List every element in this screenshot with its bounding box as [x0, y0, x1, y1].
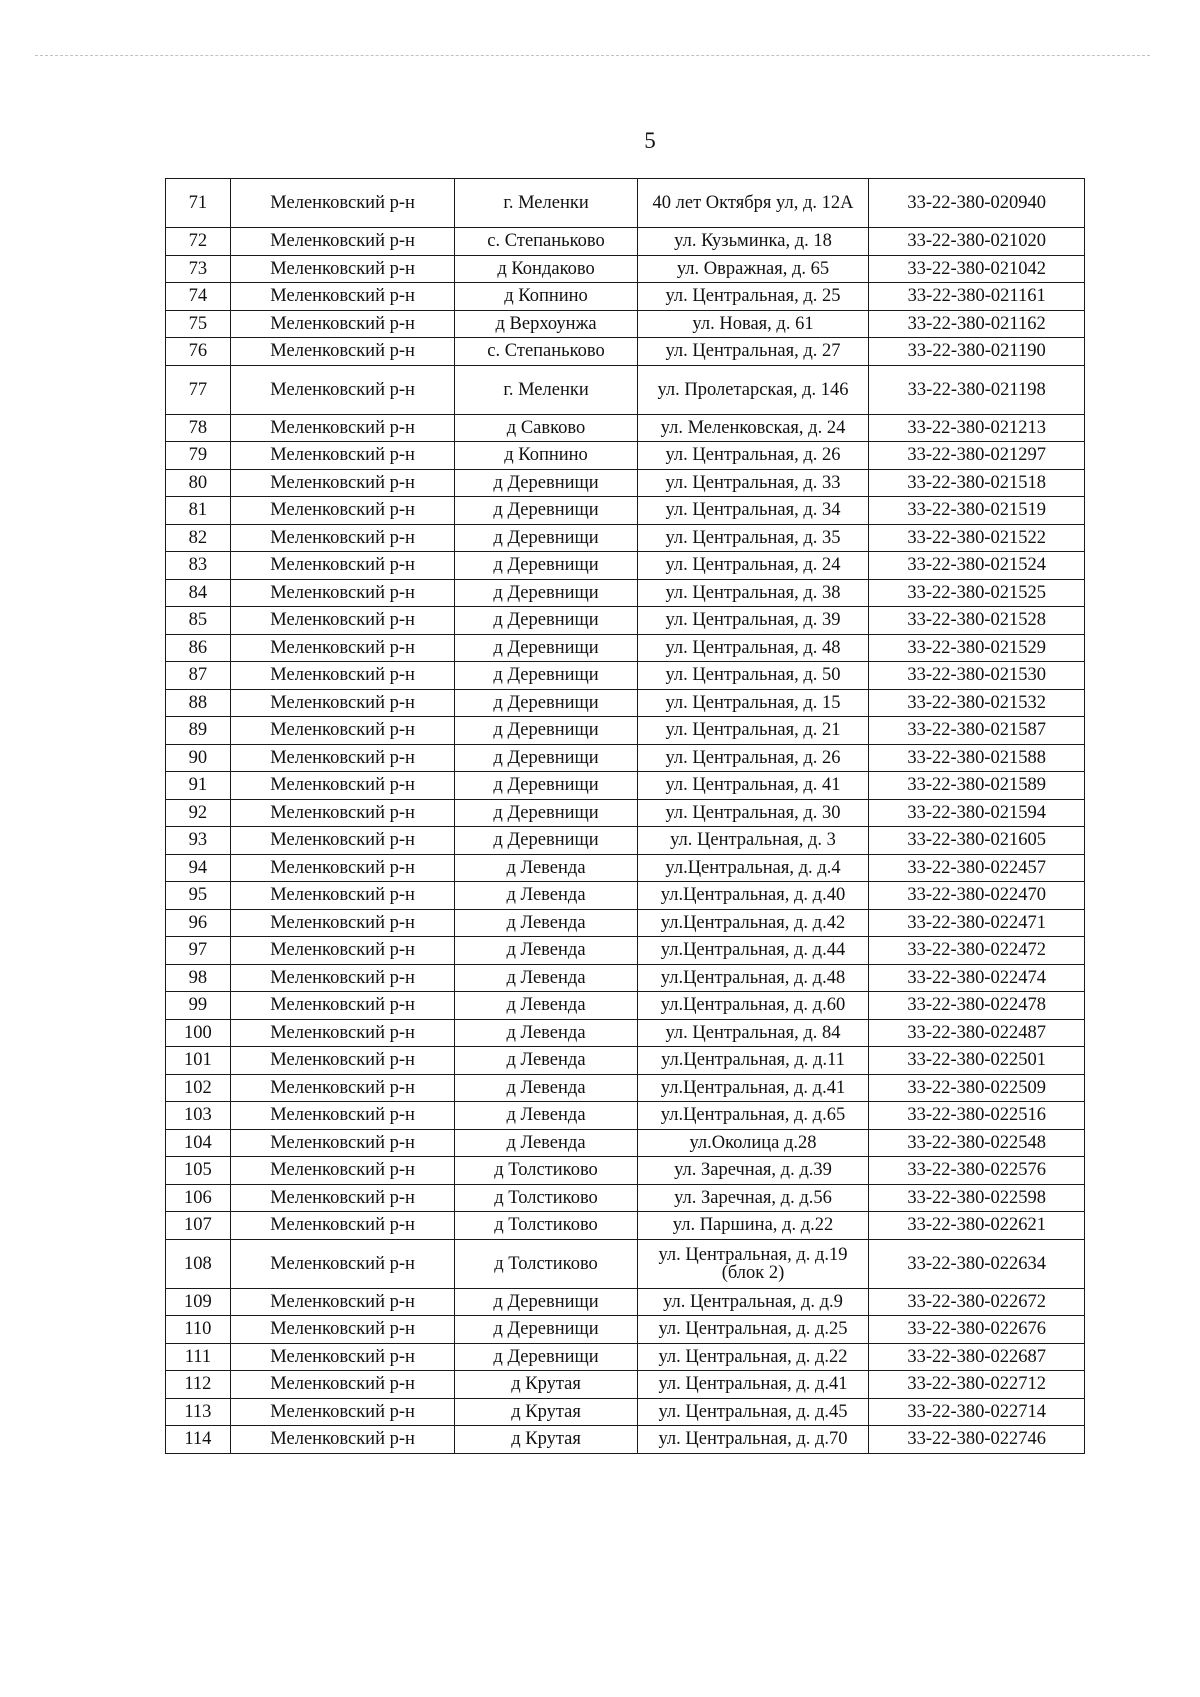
address-cell: ул.Центральная, д. д.42: [637, 909, 869, 937]
locality-cell: д Деревнищи: [455, 827, 637, 855]
row-number-cell: 83: [166, 552, 231, 580]
row-number-cell: 91: [166, 772, 231, 800]
district-cell: Меленковский р-н: [230, 1288, 455, 1316]
table-row: [166, 772, 1085, 800]
table-row: [166, 1074, 1085, 1102]
table-row: [166, 1288, 1085, 1316]
locality-cell: д Деревнищи: [455, 579, 637, 607]
district-cell: Меленковский р-н: [230, 1343, 455, 1371]
address-cell: ул. Центральная, д. 38: [637, 579, 869, 607]
row-number-cell: 80: [166, 469, 231, 497]
table-row: [166, 909, 1085, 937]
row-number-cell: 107: [166, 1212, 231, 1240]
cadastral-number-cell: 33-22-380-022576: [869, 1157, 1085, 1185]
address-cell: ул. Центральная, д. д.19 (блок 2): [637, 1239, 869, 1288]
cadastral-number-cell: 33-22-380-021525: [869, 579, 1085, 607]
table-row: [166, 964, 1085, 992]
locality-cell: с. Степаньково: [455, 228, 637, 256]
cadastral-number-cell: 33-22-380-020940: [869, 179, 1085, 228]
row-number-cell: 104: [166, 1129, 231, 1157]
row-number-cell: 84: [166, 579, 231, 607]
locality-cell: д Деревнищи: [455, 524, 637, 552]
locality-cell: д Левенда: [455, 1047, 637, 1075]
row-number-cell: 94: [166, 854, 231, 882]
table-row: [166, 717, 1085, 745]
address-cell: ул.Центральная, д. д.4: [637, 854, 869, 882]
address-cell: ул. Центральная, д. 21: [637, 717, 869, 745]
table-row: [166, 1398, 1085, 1426]
registry-table: [165, 178, 1085, 1454]
district-cell: Меленковский р-н: [230, 1129, 455, 1157]
row-number-cell: 71: [166, 179, 231, 228]
district-cell: Меленковский р-н: [230, 909, 455, 937]
district-cell: Меленковский р-н: [230, 634, 455, 662]
registry-body: [166, 179, 1085, 1454]
district-cell: Меленковский р-н: [230, 1184, 455, 1212]
table-row: [166, 414, 1085, 442]
locality-cell: д Деревнищи: [455, 1316, 637, 1344]
page-number: 5: [644, 128, 656, 153]
cadastral-number-cell: 33-22-380-021042: [869, 255, 1085, 283]
row-number-cell: 74: [166, 283, 231, 311]
row-number-cell: 73: [166, 255, 231, 283]
table-row: [166, 937, 1085, 965]
cadastral-number-cell: 33-22-380-022457: [869, 854, 1085, 882]
locality-cell: д Крутая: [455, 1371, 637, 1399]
table-row: [166, 1019, 1085, 1047]
table-row: [166, 338, 1085, 366]
cadastral-number-cell: 33-22-380-022548: [869, 1129, 1085, 1157]
address-cell: ул. Центральная, д. 25: [637, 283, 869, 311]
locality-cell: г. Меленки: [455, 365, 637, 414]
row-number-cell: 89: [166, 717, 231, 745]
locality-cell: д Деревнищи: [455, 689, 637, 717]
cadastral-number-cell: 33-22-380-022714: [869, 1398, 1085, 1426]
address-cell: ул. Центральная, д. д.70: [637, 1426, 869, 1454]
table-row: [166, 579, 1085, 607]
address-cell: ул. Центральная, д. 26: [637, 442, 869, 470]
row-number-cell: 109: [166, 1288, 231, 1316]
district-cell: Меленковский р-н: [230, 255, 455, 283]
table-row: [166, 662, 1085, 690]
cadastral-number-cell: 33-22-380-022478: [869, 992, 1085, 1020]
cadastral-number-cell: 33-22-380-021198: [869, 365, 1085, 414]
locality-cell: д Кондаково: [455, 255, 637, 283]
table-row: [166, 283, 1085, 311]
cadastral-number-cell: 33-22-380-021297: [869, 442, 1085, 470]
row-number-cell: 79: [166, 442, 231, 470]
cadastral-number-cell: 33-22-380-022501: [869, 1047, 1085, 1075]
address-cell: ул. Центральная, д. 15: [637, 689, 869, 717]
row-number-cell: 101: [166, 1047, 231, 1075]
address-cell: ул. Центральная, д. д.25: [637, 1316, 869, 1344]
locality-cell: д Деревнищи: [455, 772, 637, 800]
table-row: [166, 255, 1085, 283]
cadastral-number-cell: 33-22-380-022712: [869, 1371, 1085, 1399]
district-cell: Меленковский р-н: [230, 827, 455, 855]
address-cell: ул. Меленковская, д. 24: [637, 414, 869, 442]
cadastral-number-cell: 33-22-380-021161: [869, 283, 1085, 311]
district-cell: Меленковский р-н: [230, 442, 455, 470]
locality-cell: д Левенда: [455, 1019, 637, 1047]
table-row: [166, 1129, 1085, 1157]
locality-cell: д Толстиково: [455, 1239, 637, 1288]
table-row: [166, 744, 1085, 772]
table-row: [166, 228, 1085, 256]
row-number-cell: 81: [166, 497, 231, 525]
locality-cell: д Крутая: [455, 1398, 637, 1426]
cadastral-number-cell: 33-22-380-021605: [869, 827, 1085, 855]
cadastral-number-cell: 33-22-380-022598: [869, 1184, 1085, 1212]
row-number-cell: 90: [166, 744, 231, 772]
cadastral-number-cell: 33-22-380-021524: [869, 552, 1085, 580]
address-cell: ул. Центральная, д. 39: [637, 607, 869, 635]
table-row: [166, 497, 1085, 525]
address-cell: ул. Центральная, д. 48: [637, 634, 869, 662]
address-cell: ул. Центральная, д. 33: [637, 469, 869, 497]
district-cell: Меленковский р-н: [230, 1398, 455, 1426]
district-cell: Меленковский р-н: [230, 579, 455, 607]
table-row: [166, 634, 1085, 662]
row-number-cell: 112: [166, 1371, 231, 1399]
address-cell: ул. Центральная, д. 34: [637, 497, 869, 525]
row-number-cell: 95: [166, 882, 231, 910]
cadastral-number-cell: 33-22-380-022472: [869, 937, 1085, 965]
locality-cell: д Левенда: [455, 964, 637, 992]
cadastral-number-cell: 33-22-380-021530: [869, 662, 1085, 690]
address-cell: ул. Центральная, д. 30: [637, 799, 869, 827]
table-row: [166, 552, 1085, 580]
cadastral-number-cell: 33-22-380-021162: [869, 310, 1085, 338]
district-cell: Меленковский р-н: [230, 992, 455, 1020]
district-cell: Меленковский р-н: [230, 662, 455, 690]
row-number-cell: 93: [166, 827, 231, 855]
cadastral-number-cell: 33-22-380-021587: [869, 717, 1085, 745]
locality-cell: д Левенда: [455, 1102, 637, 1130]
address-cell: ул. Центральная, д. 26: [637, 744, 869, 772]
locality-cell: д Левенда: [455, 854, 637, 882]
scan-artifact-line: [35, 55, 1150, 56]
locality-cell: д Деревнищи: [455, 1288, 637, 1316]
district-cell: Меленковский р-н: [230, 310, 455, 338]
district-cell: Меленковский р-н: [230, 1239, 455, 1288]
row-number-cell: 82: [166, 524, 231, 552]
cadastral-number-cell: 33-22-380-022509: [869, 1074, 1085, 1102]
locality-cell: д Деревнищи: [455, 662, 637, 690]
locality-cell: д Копнино: [455, 442, 637, 470]
row-number-cell: 98: [166, 964, 231, 992]
table-row: [166, 799, 1085, 827]
district-cell: Меленковский р-н: [230, 414, 455, 442]
locality-cell: д Толстиково: [455, 1184, 637, 1212]
table-row: [166, 854, 1085, 882]
table-row: [166, 1426, 1085, 1454]
cadastral-number-cell: 33-22-380-022487: [869, 1019, 1085, 1047]
district-cell: Меленковский р-н: [230, 717, 455, 745]
address-cell: ул.Центральная, д. д.44: [637, 937, 869, 965]
table-row: [166, 310, 1085, 338]
table-row: [166, 179, 1085, 228]
address-cell: ул. Новая, д. 61: [637, 310, 869, 338]
row-number-cell: 100: [166, 1019, 231, 1047]
district-cell: Меленковский р-н: [230, 1371, 455, 1399]
locality-cell: д Толстиково: [455, 1212, 637, 1240]
locality-cell: д Крутая: [455, 1426, 637, 1454]
address-cell: ул. Центральная, д. 24: [637, 552, 869, 580]
row-number-cell: 78: [166, 414, 231, 442]
locality-cell: д Деревнищи: [455, 717, 637, 745]
table-row: [166, 827, 1085, 855]
locality-cell: д Левенда: [455, 909, 637, 937]
locality-cell: д Левенда: [455, 1129, 637, 1157]
address-cell: ул. Паршина, д. д.22: [637, 1212, 869, 1240]
locality-cell: д Савково: [455, 414, 637, 442]
row-number-cell: 99: [166, 992, 231, 1020]
district-cell: Меленковский р-н: [230, 338, 455, 366]
locality-cell: д Деревнищи: [455, 497, 637, 525]
district-cell: Меленковский р-н: [230, 1212, 455, 1240]
district-cell: Меленковский р-н: [230, 772, 455, 800]
address-cell: ул. Центральная, д. 3: [637, 827, 869, 855]
table-row: [166, 1371, 1085, 1399]
cadastral-number-cell: 33-22-380-021594: [869, 799, 1085, 827]
district-cell: Меленковский р-н: [230, 607, 455, 635]
row-number-cell: 103: [166, 1102, 231, 1130]
table-row: [166, 607, 1085, 635]
district-cell: Меленковский р-н: [230, 497, 455, 525]
address-cell: ул.Околица д.28: [637, 1129, 869, 1157]
locality-cell: д Деревнищи: [455, 552, 637, 580]
cadastral-number-cell: 33-22-380-021190: [869, 338, 1085, 366]
district-cell: Меленковский р-н: [230, 524, 455, 552]
cadastral-number-cell: 33-22-380-022687: [869, 1343, 1085, 1371]
address-cell: ул. Центральная, д. 27: [637, 338, 869, 366]
locality-cell: д Деревнищи: [455, 744, 637, 772]
address-cell: ул. Заречная, д. д.56: [637, 1184, 869, 1212]
row-number-cell: 72: [166, 228, 231, 256]
table-row: [166, 1212, 1085, 1240]
row-number-cell: 86: [166, 634, 231, 662]
address-cell: ул. Пролетарская, д. 146: [637, 365, 869, 414]
address-cell: ул. Центральная, д. 41: [637, 772, 869, 800]
address-cell: ул. Заречная, д. д.39: [637, 1157, 869, 1185]
address-cell: ул.Центральная, д. д.48: [637, 964, 869, 992]
district-cell: Меленковский р-н: [230, 744, 455, 772]
table-row: [166, 442, 1085, 470]
district-cell: Меленковский р-н: [230, 937, 455, 965]
cadastral-number-cell: 33-22-380-021522: [869, 524, 1085, 552]
address-cell: ул. Центральная, д. д.9: [637, 1288, 869, 1316]
address-cell: ул. Центральная, д. 50: [637, 662, 869, 690]
locality-cell: д Левенда: [455, 882, 637, 910]
district-cell: Меленковский р-н: [230, 228, 455, 256]
table-row: [166, 1102, 1085, 1130]
cadastral-number-cell: 33-22-380-022621: [869, 1212, 1085, 1240]
district-cell: Меленковский р-н: [230, 1426, 455, 1454]
district-cell: Меленковский р-н: [230, 1157, 455, 1185]
table-row: [166, 992, 1085, 1020]
row-number-cell: 105: [166, 1157, 231, 1185]
cadastral-number-cell: 33-22-380-022516: [869, 1102, 1085, 1130]
district-cell: Меленковский р-н: [230, 365, 455, 414]
locality-cell: д Деревнищи: [455, 607, 637, 635]
district-cell: Меленковский р-н: [230, 689, 455, 717]
row-number-cell: 77: [166, 365, 231, 414]
row-number-cell: 76: [166, 338, 231, 366]
cadastral-number-cell: 33-22-380-021529: [869, 634, 1085, 662]
table-row: [166, 365, 1085, 414]
district-cell: Меленковский р-н: [230, 283, 455, 311]
address-cell: ул. Кузьминка, д. 18: [637, 228, 869, 256]
table-row: [166, 1343, 1085, 1371]
row-number-cell: 96: [166, 909, 231, 937]
address-cell: ул. Центральная, д. д.22: [637, 1343, 869, 1371]
locality-cell: д Левенда: [455, 992, 637, 1020]
locality-cell: д Толстиково: [455, 1157, 637, 1185]
locality-cell: д Деревнищи: [455, 799, 637, 827]
address-cell: ул.Центральная, д. д.65: [637, 1102, 869, 1130]
cadastral-number-cell: 33-22-380-021519: [869, 497, 1085, 525]
cadastral-number-cell: 33-22-380-021532: [869, 689, 1085, 717]
locality-cell: д Верхоунжа: [455, 310, 637, 338]
row-number-cell: 113: [166, 1398, 231, 1426]
district-cell: Меленковский р-н: [230, 1047, 455, 1075]
row-number-cell: 114: [166, 1426, 231, 1454]
district-cell: Меленковский р-н: [230, 854, 455, 882]
address-cell: ул. Центральная, д. д.45: [637, 1398, 869, 1426]
district-cell: Меленковский р-н: [230, 179, 455, 228]
cadastral-number-cell: 33-22-380-021528: [869, 607, 1085, 635]
address-cell: ул.Центральная, д. д.60: [637, 992, 869, 1020]
cadastral-number-cell: 33-22-380-022672: [869, 1288, 1085, 1316]
row-number-cell: 106: [166, 1184, 231, 1212]
address-cell: ул.Центральная, д. д.40: [637, 882, 869, 910]
cadastral-number-cell: 33-22-380-022474: [869, 964, 1085, 992]
district-cell: Меленковский р-н: [230, 552, 455, 580]
district-cell: Меленковский р-н: [230, 964, 455, 992]
row-number-cell: 108: [166, 1239, 231, 1288]
table-row: [166, 524, 1085, 552]
row-number-cell: 87: [166, 662, 231, 690]
district-cell: Меленковский р-н: [230, 1019, 455, 1047]
table-row: [166, 882, 1085, 910]
row-number-cell: 102: [166, 1074, 231, 1102]
locality-cell: д Левенда: [455, 937, 637, 965]
address-cell: 40 лет Октября ул, д. 12А: [637, 179, 869, 228]
cadastral-number-cell: 33-22-380-021020: [869, 228, 1085, 256]
locality-cell: д Деревнищи: [455, 1343, 637, 1371]
row-number-cell: 88: [166, 689, 231, 717]
table-row: [166, 1047, 1085, 1075]
district-cell: Меленковский р-н: [230, 1316, 455, 1344]
cadastral-number-cell: 33-22-380-022676: [869, 1316, 1085, 1344]
address-cell: ул. Центральная, д. 84: [637, 1019, 869, 1047]
address-cell: ул. Овражная, д. 65: [637, 255, 869, 283]
row-number-cell: 111: [166, 1343, 231, 1371]
table-row: [166, 1316, 1085, 1344]
row-number-cell: 75: [166, 310, 231, 338]
address-cell: ул.Центральная, д. д.11: [637, 1047, 869, 1075]
table-row: [166, 469, 1085, 497]
district-cell: Меленковский р-н: [230, 882, 455, 910]
row-number-cell: 110: [166, 1316, 231, 1344]
row-number-cell: 85: [166, 607, 231, 635]
address-cell: ул. Центральная, д. д.41: [637, 1371, 869, 1399]
cadastral-number-cell: 33-22-380-022471: [869, 909, 1085, 937]
cadastral-number-cell: 33-22-380-022746: [869, 1426, 1085, 1454]
cadastral-number-cell: 33-22-380-021588: [869, 744, 1085, 772]
district-cell: Меленковский р-н: [230, 1102, 455, 1130]
table-row: [166, 1239, 1085, 1288]
row-number-cell: 97: [166, 937, 231, 965]
cadastral-number-cell: 33-22-380-022470: [869, 882, 1085, 910]
district-cell: Меленковский р-н: [230, 799, 455, 827]
district-cell: Меленковский р-н: [230, 469, 455, 497]
locality-cell: с. Степаньково: [455, 338, 637, 366]
address-cell: ул. Центральная, д. 35: [637, 524, 869, 552]
row-number-cell: 92: [166, 799, 231, 827]
cadastral-number-cell: 33-22-380-021213: [869, 414, 1085, 442]
cadastral-number-cell: 33-22-380-022634: [869, 1239, 1085, 1288]
locality-cell: д Левенда: [455, 1074, 637, 1102]
locality-cell: г. Меленки: [455, 179, 637, 228]
cadastral-number-cell: 33-22-380-021589: [869, 772, 1085, 800]
district-cell: Меленковский р-н: [230, 1074, 455, 1102]
locality-cell: д Деревнищи: [455, 634, 637, 662]
locality-cell: д Копнино: [455, 283, 637, 311]
address-cell: ул.Центральная, д. д.41: [637, 1074, 869, 1102]
table-row: [166, 1157, 1085, 1185]
cadastral-number-cell: 33-22-380-021518: [869, 469, 1085, 497]
locality-cell: д Деревнищи: [455, 469, 637, 497]
table-row: [166, 1184, 1085, 1212]
table-row: [166, 689, 1085, 717]
